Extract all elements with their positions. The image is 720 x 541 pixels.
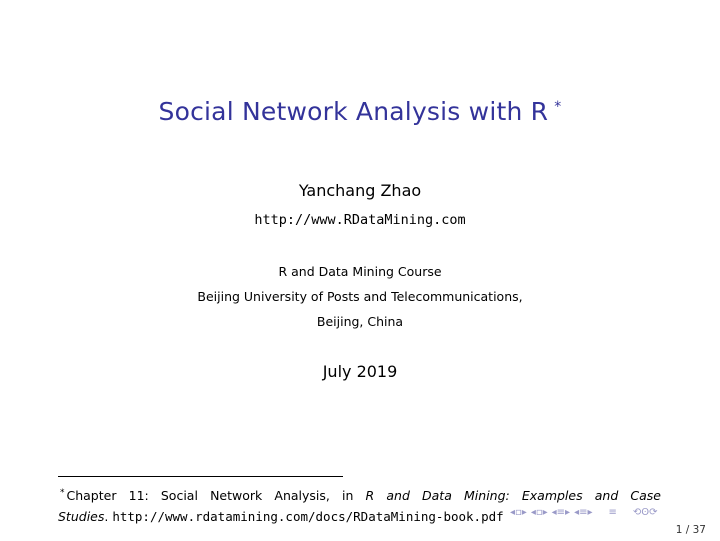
nav-first-icon[interactable]: ◂▫▸ (510, 507, 527, 518)
book-url[interactable]: http://www.rdatamining.com/docs/RDataMining-book.pdf (112, 509, 504, 524)
footnote-rule (58, 476, 343, 477)
author-url[interactable]: http://www.RDataMining.com (254, 212, 466, 228)
footnote-line-1 (58, 483, 661, 506)
beamer-navigation (510, 506, 706, 520)
title-text: Social Network Analysis with R (158, 97, 549, 126)
nav-next-icon[interactable]: ◂≡▸ (574, 507, 593, 518)
footnote-mark: * (60, 488, 65, 498)
page-indicator: 1 / 37 (675, 524, 706, 536)
footnote-separator: . (104, 509, 113, 524)
footnote (58, 483, 661, 527)
book-title-part1: R and Data Mining: Examples and Case (365, 488, 661, 503)
nav-prev-icon[interactable]: ◂▫▸ (530, 507, 548, 518)
nav-section-icon[interactable]: ◂≡▸ (551, 507, 571, 518)
institute-line-1: R and Data Mining Course (278, 264, 442, 279)
book-title-part2: Studies (58, 509, 105, 524)
institute-line-2: Beijing University of Posts and Telecommunications, (197, 289, 523, 304)
author-name: Yanchang Zhao (298, 181, 422, 200)
nav-search-icon[interactable]: ⟲ʘ⟳ (632, 507, 658, 518)
nav-subsection-icon[interactable]: ≡ (608, 507, 617, 518)
institute-line-3: Beijing, China (316, 314, 404, 329)
title-footnote-mark: * (554, 99, 562, 115)
footnote-prefix: Chapter 11: Social Network Analysis, in (66, 488, 366, 503)
slide-title (0, 97, 720, 126)
presentation-date: July 2019 (322, 362, 398, 381)
